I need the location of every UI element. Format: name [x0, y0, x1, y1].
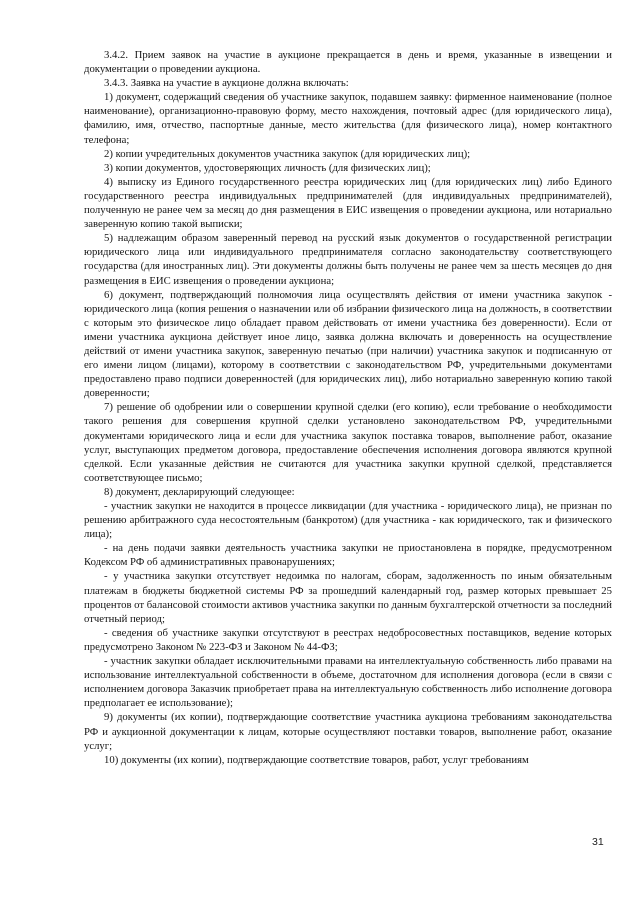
list-item-8: 8) документ, декларирующий следующее: — [104, 485, 295, 498]
list-item-5: 5) надлежащим образом заверенный перевод на русский язык документов о государственной регистрации юридического лица или индивидуального предпринимателя согласно законодательству соответствующего государства (для иностранных лиц). Эти документы должны быть получены не ранее чем за шесть месяцев до дня размещения в ЕИС извещения о проведении аукциона; — [84, 232, 612, 287]
declaration-item-arrears: - у участника закупки отсутствует недоимка по налогам, сборам, задолженность по иным обязательным платежам в бюджеты бюджетной системы РФ за прошедший календарный год, размер которых превышает 25 процентов от балансовой стоимости активов участника закупки по данным бухгалтерской отчетности за последний отчетный период; — [84, 570, 612, 625]
declaration-item-ip-rights: - участник закупки обладает исключительными правами на интеллектуальную собственность либо правами на использование интеллектуальной собственности в объеме, достаточном для исполнения договора (если в связи с исполнением договора Заказчик приобретает права на интеллектуальную собственность либо исполнение договора предполагает ее использование); — [84, 655, 612, 710]
document-body — [84, 48, 612, 767]
list-item-9: 9) документы (их копии), подтверждающие соответствие участника аукциона требованиям законодательства РФ и аукционной документации к лицам, которые осуществляют поставки товаров, выполнение работ, оказание услуг; — [84, 711, 612, 752]
list-item-7: 7) решение об одобрении или о совершении крупной сделки (его копию), если требование о необходимости такого решения для совершения крупной сделки установлено законодательством РФ, учредительными документами юридического лица и если для участника закупок поставка товаров, выполнение работ, оказание услуг, выступающих предметом договора, предоставление обеспечения исполнения договора являются крупной сделкой. Если указанные действия не считаются для участника закупки крупной сделкой, представляется соответствующее письмо; — [84, 401, 612, 484]
list-item-2: 2) копии учредительных документов участника закупок (для юридических лиц); — [104, 147, 471, 160]
list-item-6: 6) документ, подтверждающий полномочия лица осуществлять действия от имени участника закупок - юридического лица (копия решения о назначении или об избрании физического лица на должность, в соответствии с которым это физическое лицо обладает правом действовать от имени участника без доверенности). Если от имени участника аукциона действует иное лицо, заявка должна включать и доверенность на осуществление действий от имени участника закупок, заверенную печатью (при наличии) участника закупок и подписанную от его имени лицом (лицами), которому в соответствии с законодательством РФ, учредительными документами предоставлено право подписи доверенностей (для юридических лиц), либо нотариально заверенную копию такой доверенности; — [84, 288, 612, 400]
list-item-4: 4) выписку из Единого государственного реестра юридических лиц (для юридических лиц) либо Единого государственного реестра индивидуальных предпринимателей (для индивидуальных предпринимателей), полученную не ранее чем за месяц до дня размещения в ЕИС извещения о проведении аукциона, или нотариально заверенную копию такой выписки; — [84, 175, 612, 231]
list-item-10: 10) документы (их копии), подтверждающие соответствие товаров, работ, услуг требованиям — [104, 753, 529, 766]
declaration-item-registry: - сведения об участнике закупки отсутствуют в реестрах недобросовестных поставщиков, ведение которых предусмотрено Законом № 223-ФЗ и Законом № 44-ФЗ; — [84, 626, 612, 653]
paragraph-3-4-3: 3.4.3. Заявка на участие в аукционе должна включать: — [104, 77, 349, 90]
paragraph-3-4-2: 3.4.2. Прием заявок на участие в аукционе прекращается в день и время, указанные в извещении и документации о проведении аукциона. — [84, 49, 612, 76]
page-number: 31 — [592, 836, 604, 848]
declaration-item-suspension: - на день подачи заявки деятельность участника закупки не приостановлена в порядке, предусмотренном Кодексом РФ об административных правонарушениях; — [84, 542, 612, 569]
declaration-item-liquidation: - участник закупки не находится в процессе ликвидации (для участника - юридического лица), не признан по решению арбитражного суда несостоятельным (банкротом) (для участника - как юридического, так и физического лица); — [84, 500, 612, 541]
list-item-3: 3) копии документов, удостоверяющих личность (для физических лиц); — [104, 161, 431, 174]
list-item-1: 1) документ, содержащий сведения об участнике закупок, подавшем заявку: фирменное наименование (полное наименование), организационно-правовую форму, место нахождения, почтовый адрес (для юридического лица), фамилию, имя, отчество, паспортные данные, место жительства (для физического лица), номер контактного телефона; — [84, 91, 612, 146]
